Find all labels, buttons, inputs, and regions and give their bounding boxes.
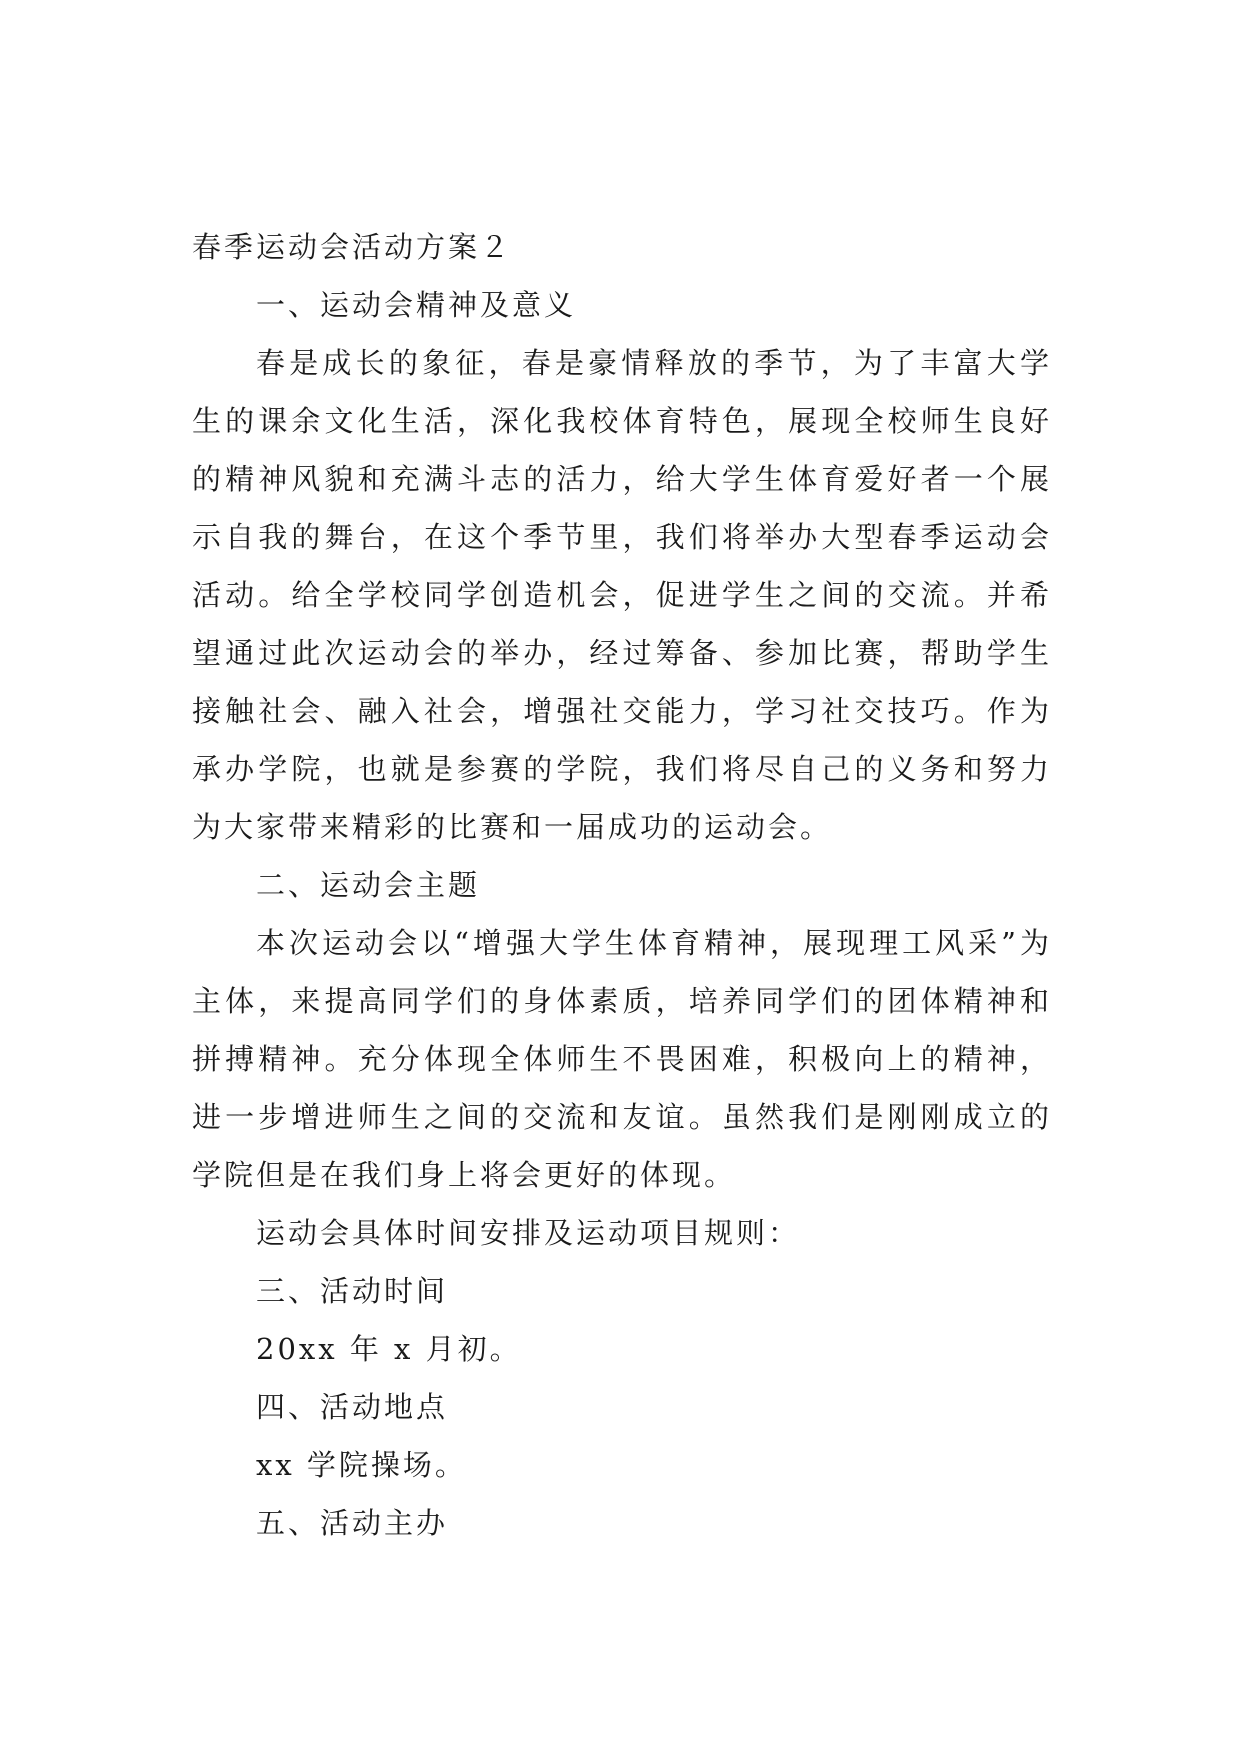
section3-text: 20xx 年 x 月初。 (256, 1332, 522, 1366)
document-body (192, 218, 1052, 1552)
section3-heading: 三、活动时间 (256, 1274, 449, 1308)
schedule-intro: 运动会具体时间安排及运动项目规则： (256, 1216, 801, 1250)
section2-heading: 二、运动会主题 (256, 868, 481, 902)
section4-heading: 四、活动地点 (256, 1390, 449, 1424)
section4-text: xx 学院操场。 (256, 1448, 467, 1482)
section2-paragraph: 本次运动会以“增强大学生体育精神，展现理工风采”为主体，来提高同学们的身体素质，培养同学们的团体精神和拼搏精神。充分体现全体师生不畏困难，积极向上的精神，进一步增进师生之间的交流和友谊。虽然我们是刚刚成立的学院但是在我们身上将会更好的体现。 (192, 926, 1052, 1192)
section5-heading: 五、活动主办 (256, 1506, 449, 1540)
document-title: 春季运动会活动方案２ (192, 230, 513, 264)
section1-paragraph: 春是成长的象征，春是豪情释放的季节，为了丰富大学生的课余文化生活，深化我校体育特色，展现全校师生良好的精神风貌和充满斗志的活力，给大学生体育爱好者一个展示自我的舞台，在这个季节里，我们将举办大型春季运动会活动。给全学校同学创造机会，促进学生之间的交流。并希望通过此次运动会的举办，经过筹备、参加比赛，帮助学生接触社会、融入社会，增强社交能力，学习社交技巧。作为承办学院，也就是参赛的学院，我们将尽自己的义务和努力为大家带来精彩的比赛和一届成功的运动会。 (192, 346, 1052, 844)
section1-heading: 一、运动会精神及意义 (256, 288, 577, 322)
